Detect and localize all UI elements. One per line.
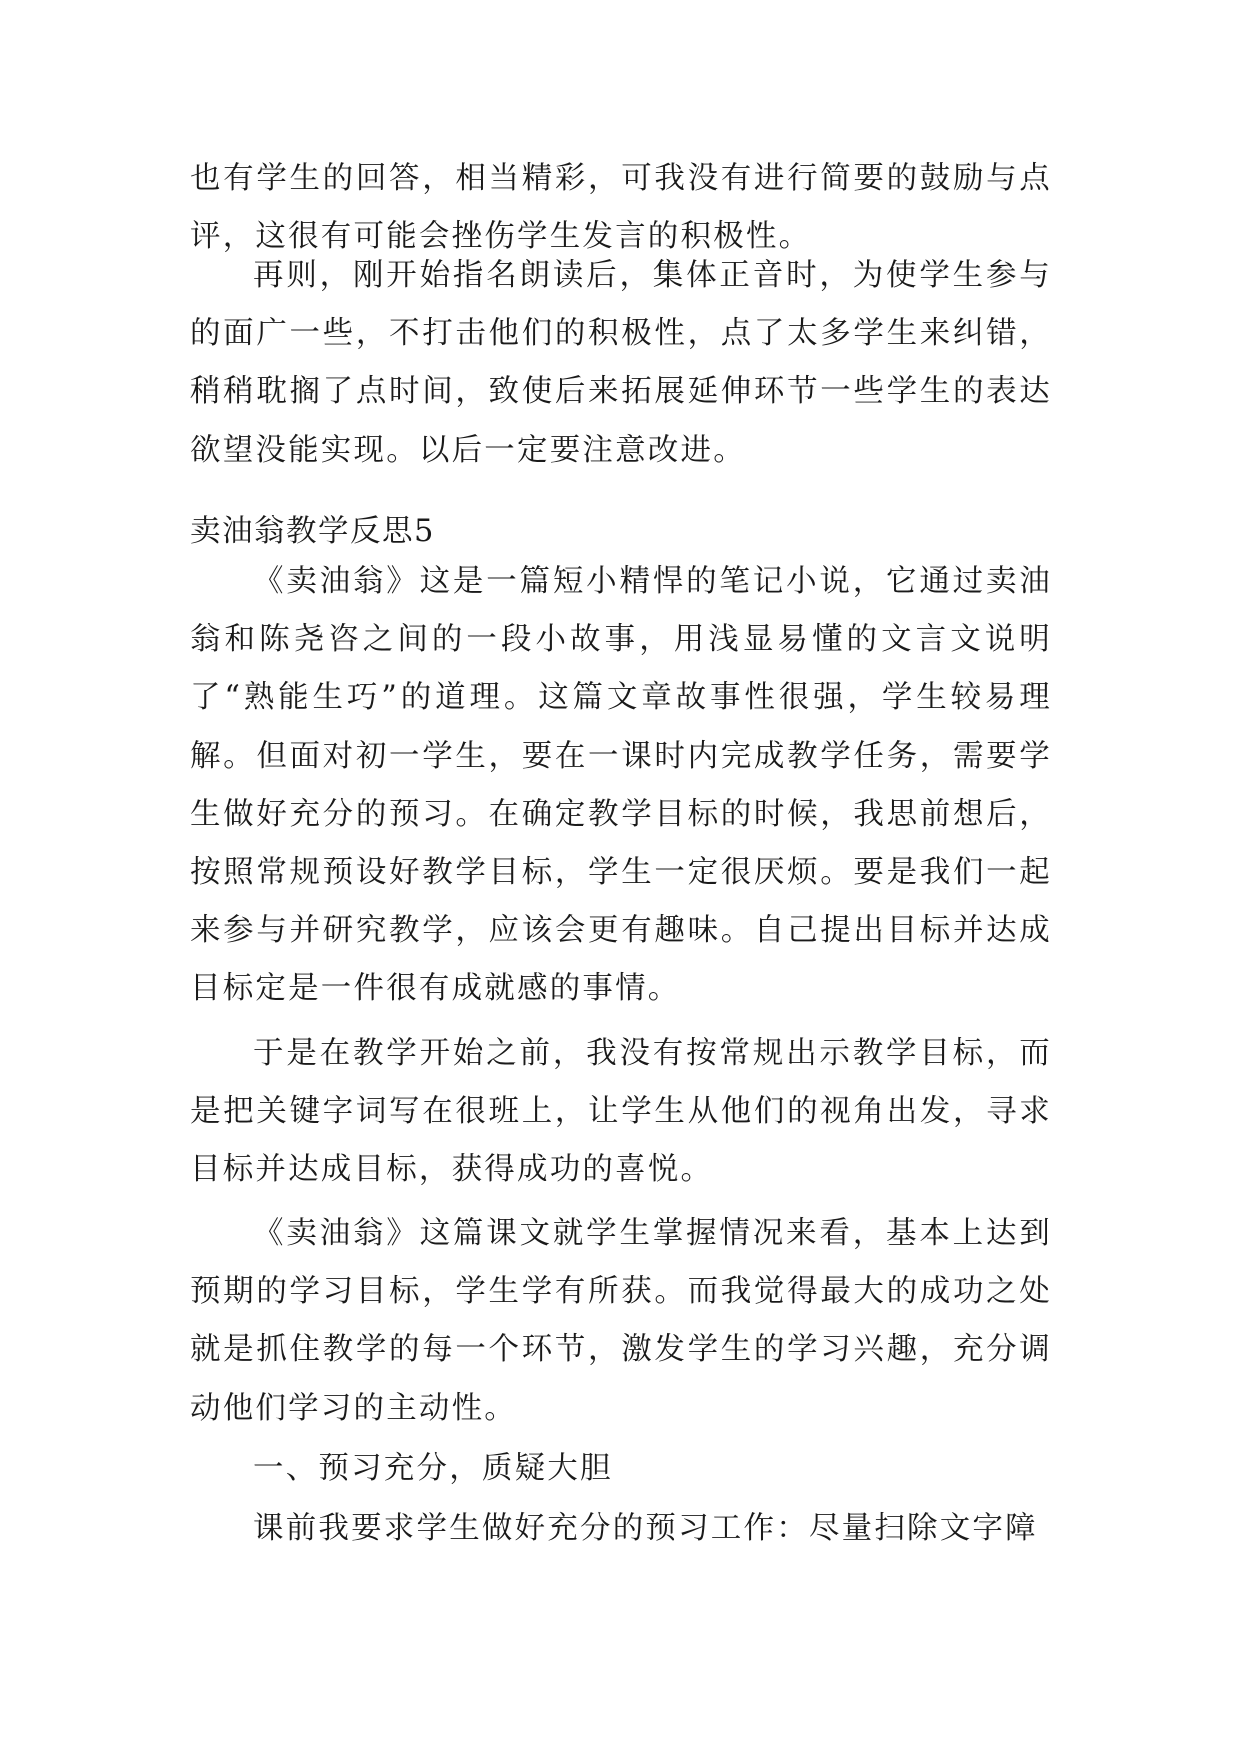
section-title: 卖油翁教学反思5 <box>190 514 435 549</box>
paragraph-success: 《卖油翁》这篇课文就学生掌握情况来看，基本上达到预期的学习目标，学生学有所获。而我觉得最大的成功之处就是抓住教学的每一个环节，激发学生的学习兴趣，充分调动他们学习的主动性。 <box>190 1216 1052 1426</box>
subheading-preview: 一、预习充分，质疑大胆 <box>253 1451 613 1486</box>
paragraph-teaching-start: 于是在教学开始之前，我没有按常规出示教学目标，而是把关键字词写在很班上，让学生从他们的视角出发，寻求目标并达成目标，获得成功的喜悦。 <box>190 1036 1052 1188</box>
paragraph-continued: 也有学生的回答，相当精彩，可我没有进行简要的鼓励与点评，这很有可能会挫伤学生发言的积极性。 <box>190 161 1052 255</box>
paragraph-intro: 《卖油翁》这是一篇短小精悍的笔记小说，它通过卖油翁和陈尧咨之间的一段小故事，用浅显易懂的文言文说明了“熟能生巧”的道理。这篇文章故事性很强，学生较易理解。但面对初一学生，要在一课时内完成教学任务，需要学生做好充分的预习。在确定教学目标的时候，我思前想后，按照常规预设好教学目标，学生一定很厌烦。要是我们一起来参与并研究教学，应该会更有趣味。自己提出目标并达成目标定是一件很有成就感的事情。 <box>190 564 1052 1007</box>
paragraph-preview-work: 课前我要求学生做好充分的预习工作：尽量扫除文字障 <box>253 1511 1038 1546</box>
paragraph-reflection: 再则，刚开始指名朗读后，集体正音时，为使学生参与的面广一些，不打击他们的积极性，点了太多学生来纠错，稍稍耽搁了点时间，致使后来拓展延伸环节一些学生的表达欲望没能实现。以后一定要注意改进。 <box>190 258 1052 468</box>
